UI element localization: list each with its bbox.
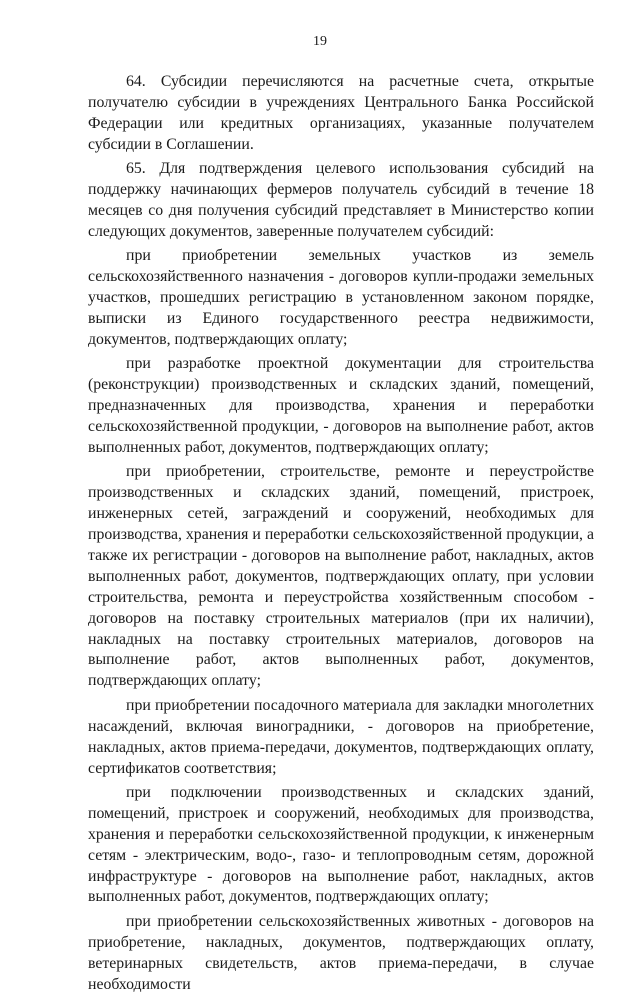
- list-item-buildings-construction: при приобретении, строительстве, ремонте и переустройстве производственных и складских зданий, помещений, пристроек, инженерных сетей, заграждений и сооружений, необходимых для производства, хранения и переработки сельскохозяйственной продукции, а также их регистрации - договоров на выполнение работ, накладных, актов выполненных работ, документов, подтверждающих оплату, при условии строительства, ремонта и переустройства хозяйственным способом - договоров на поставку строительных материалов (при их наличии), накладных на поставку строительных материалов, договоров на выполнение работ, актов выполненных работ, документов, подтверждающих оплату;: [88, 463, 594, 690]
- document-body: [88, 72, 594, 999]
- paragraph-65: 65. Для подтверждения целевого использования субсидий на поддержку начинающих фермеров получатель субсидий в течение 18 месяцев со дня получения субсидий представляет в Министерство копии следующих документов, заверенные получателем субсидий:: [88, 160, 594, 240]
- list-item-planting-material: при приобретении посадочного материала для закладки многолетних насаждений, включая виноградники, - договоров на приобретение, накладных, актов приема-передачи, документов, подтверждающих оплату, сертификатов соответствия;: [88, 696, 594, 777]
- page-number: 19: [313, 34, 327, 49]
- list-item-project-documentation: при разработке проектной документации для строительства (реконструкции) производственных и складских зданий, помещений, предназначенных для производства, хранения и переработки сельскохозяйственной продукции, - договоров на выполнение работ, актов выполненных работ, документов, подтверждающих оплату;: [88, 355, 594, 456]
- list-item-farm-animals: при приобретении сельскохозяйственных животных - договоров на приобретение, накладных, документов, подтверждающих оплату, ветеринарных свидетельств, актов приема-передачи, в случае необходимости: [88, 912, 594, 993]
- list-item-utility-connection: при подключении производственных и складских зданий, помещений, пристроек и сооружений, необходимых для производства, хранения и переработки сельскохозяйственной продукции, к инженерным сетям - электрическим, водо-, газо- и теплопроводным сетям, дорожной инфраструктуре - договоров на выполнение работ, накладных, актов выполненных работ, документов, подтверждающих оплату;: [88, 783, 594, 906]
- paragraph-64: 64. Субсидии перечисляются на расчетные счета, открытые получателю субсидии в учреждениях Центрального Банка Российской Федерации или кредитных организациях, указанные получателем субсидии в Соглашении.: [88, 73, 594, 153]
- list-item-land-plots: при приобретении земельных участков из земель сельскохозяйственного назначения - договоров купли-продажи земельных участков, прошедших регистрацию в установленном законом порядке, выписки из Единого государственного реестра недвижимости, документов, подтверждающих оплату;: [88, 247, 594, 348]
